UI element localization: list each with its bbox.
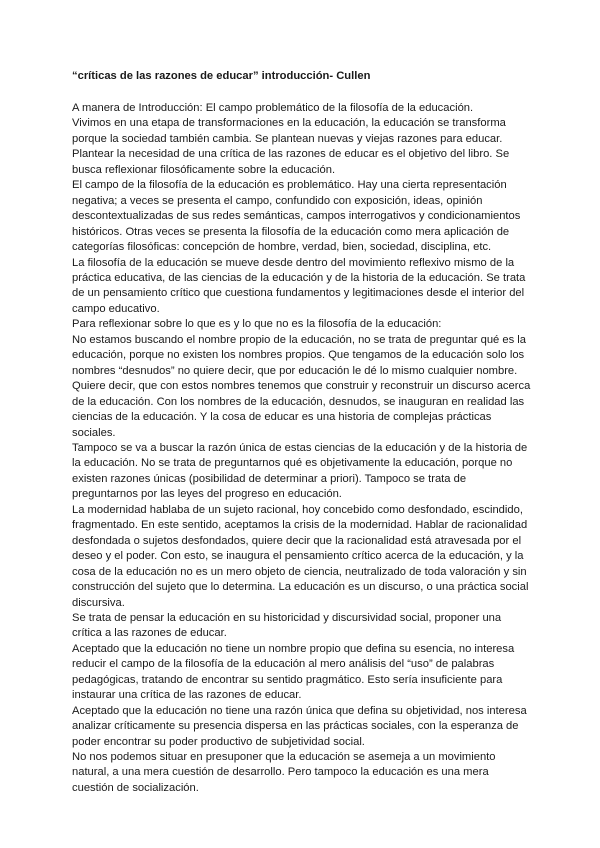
paragraph-line: La filosofía de la educación se mueve desde dentro del movimiento reflexivo mismo de la bbox=[72, 256, 515, 269]
paragraph-line: ciencias de la educación. Y la cosa de educar es una historia de complejas prácticas bbox=[72, 411, 492, 424]
paragraph-line: desfondada o sujetos desfondados, quiere decir que la racionalidad está atravesada por el bbox=[72, 534, 522, 547]
paragraph-line: históricos. Otras veces se presenta la filosofía de la educación como mera aplicación de bbox=[72, 225, 510, 238]
paragraph-line: busca reflexionar filosóficamente sobre la educación. bbox=[72, 163, 336, 176]
paragraph bbox=[72, 750, 532, 796]
paragraph-line: crítica a las razones de educar. bbox=[72, 627, 227, 640]
paragraph bbox=[72, 704, 532, 750]
paragraph bbox=[72, 147, 532, 178]
paragraph-line: nombres “desnudos” no quiere decir, que por educación le dé lo mismo cualquier nombre. bbox=[72, 364, 518, 377]
paragraph-line: El campo de la filosofía de la educación es problemático. Hay una cierta representación bbox=[72, 179, 507, 192]
paragraph-line: preguntarnos por las leyes del progreso en educación. bbox=[72, 488, 342, 501]
paragraph-line: instaurar una crítica de las razones de educar. bbox=[72, 689, 302, 702]
paragraph-line: campo educativo. bbox=[72, 302, 160, 315]
paragraph-line: reducir el campo de la filosofía de la educación al mero análisis del “uso” de palabras bbox=[72, 658, 495, 671]
paragraph-line: pedagógicas, tratando de encontrar su sentido pragmático. Esto sería insuficiente para bbox=[72, 673, 503, 686]
paragraph-line: Quiere decir, que con estos nombres tenemos que construir y reconstruir un discurso acerca bbox=[72, 380, 531, 393]
paragraph-line: fragmentado. En este sentido, aceptamos la crisis de la modernidad. Hablar de racionalidad bbox=[72, 519, 528, 532]
paragraph-line: categorías filosóficas: concepción de hombre, verdad, bien, sociedad, disciplina, etc. bbox=[72, 241, 492, 254]
paragraph-line: Vivimos en una etapa de transformaciones en la educación, la educación se transforma bbox=[72, 117, 506, 130]
paragraph-line: negativa; a veces se presenta el campo, confundido con exposición, ideas, opinión bbox=[72, 194, 483, 207]
paragraph-line: de la educación. Con los nombres de la educación, desnudos, se inauguran en realidad las bbox=[72, 395, 525, 408]
paragraph bbox=[72, 642, 532, 704]
paragraph-line: La modernidad hablaba de un sujeto racional, hoy concebido como desfondado, escindido, bbox=[72, 503, 523, 516]
paragraph-line: sociales. bbox=[72, 426, 116, 439]
paragraph-line: Aceptado que la educación no tiene un nombre propio que defina su esencia, no interesa bbox=[72, 642, 515, 655]
paragraph-line: No estamos buscando el nombre propio de la educación, no se trata de preguntar qué es la bbox=[72, 333, 527, 346]
paragraph bbox=[72, 101, 532, 116]
paragraph bbox=[72, 611, 532, 642]
document-title: “críticas de las razones de educar” introducción- Cullen bbox=[72, 70, 371, 82]
paragraph-line: descontextualizadas de sus redes semánticas, campos interrogativos y condicionamientos bbox=[72, 210, 521, 223]
paragraph-line: Aceptado que la educación no tiene una razón única que defina su objetividad, nos interesa bbox=[72, 704, 527, 717]
paragraph-line: la educación. No se trata de preguntarnos qué es objetivamente la educación, porque no bbox=[72, 457, 513, 470]
paragraph-line: cuestión de socialización. bbox=[72, 781, 199, 794]
paragraph-line: Plantear la necesidad de una crítica de las razones de educar es el objetivo del libro. Se bbox=[72, 148, 510, 161]
paragraph-line: práctica educativa, de las ciencias de la educación y de la historia de la educación. Se trata bbox=[72, 271, 526, 284]
paragraph-line: porque la sociedad también cambia. Se plantean nuevas y viejas razones para educar. bbox=[72, 132, 503, 145]
paragraph bbox=[72, 256, 532, 318]
paragraph-line: A manera de Introducción: El campo problemático de la filosofía de la educación. bbox=[72, 102, 474, 114]
paragraph-line: Se trata de pensar la educación en su historicidad y discursividad social, proponer una bbox=[72, 611, 502, 624]
paragraph-line: Para reflexionar sobre lo que es y lo que no es la filosofía de la educación: bbox=[72, 318, 442, 331]
paragraph-line: discursiva. bbox=[72, 596, 125, 609]
paragraph bbox=[72, 333, 532, 441]
paragraph-line: No nos podemos situar en presuponer que la educación se asemeja a un movimiento bbox=[72, 751, 496, 764]
paragraph bbox=[72, 441, 532, 503]
document-body bbox=[72, 101, 532, 796]
paragraph-line: cosa de la educación no es un mero objeto de ciencia, neutralizado de toda valoración y sin bbox=[72, 565, 527, 578]
paragraph bbox=[72, 317, 532, 332]
paragraph-line: natural, a una mera cuestión de desarrollo. Pero tampoco la educación es una mera bbox=[72, 766, 489, 779]
paragraph-line: deseo y el poder. Con esto, se inaugura el pensamiento crítico acerca de la educación, y la bbox=[72, 550, 524, 563]
paragraph-line: de un pensamiento crítico que cuestiona fundamentos y legitimaciones desde el interior del bbox=[72, 287, 525, 300]
paragraph-line: analizar críticamente su presencia dispersa en las prácticas sociales, con la esperanza de bbox=[72, 720, 519, 733]
paragraph-line: construcción del sujeto que lo determina. La educación es un discurso, o una práctica social bbox=[72, 581, 529, 594]
paragraph-line: existen razones únicas (posibilidad de determinar a priori). Tampoco se trata de bbox=[72, 472, 467, 485]
paragraph-line: poder encontrar su poder productivo de subjetividad social. bbox=[72, 735, 365, 748]
paragraph-line: educación, porque no existen los nombres propios. Que tengamos de la educación solo los bbox=[72, 349, 525, 362]
paragraph bbox=[72, 116, 532, 147]
paragraph-line: Tampoco se va a buscar la razón única de estas ciencias de la educación y de la historia de bbox=[72, 441, 528, 454]
paragraph bbox=[72, 178, 532, 255]
paragraph bbox=[72, 503, 532, 611]
